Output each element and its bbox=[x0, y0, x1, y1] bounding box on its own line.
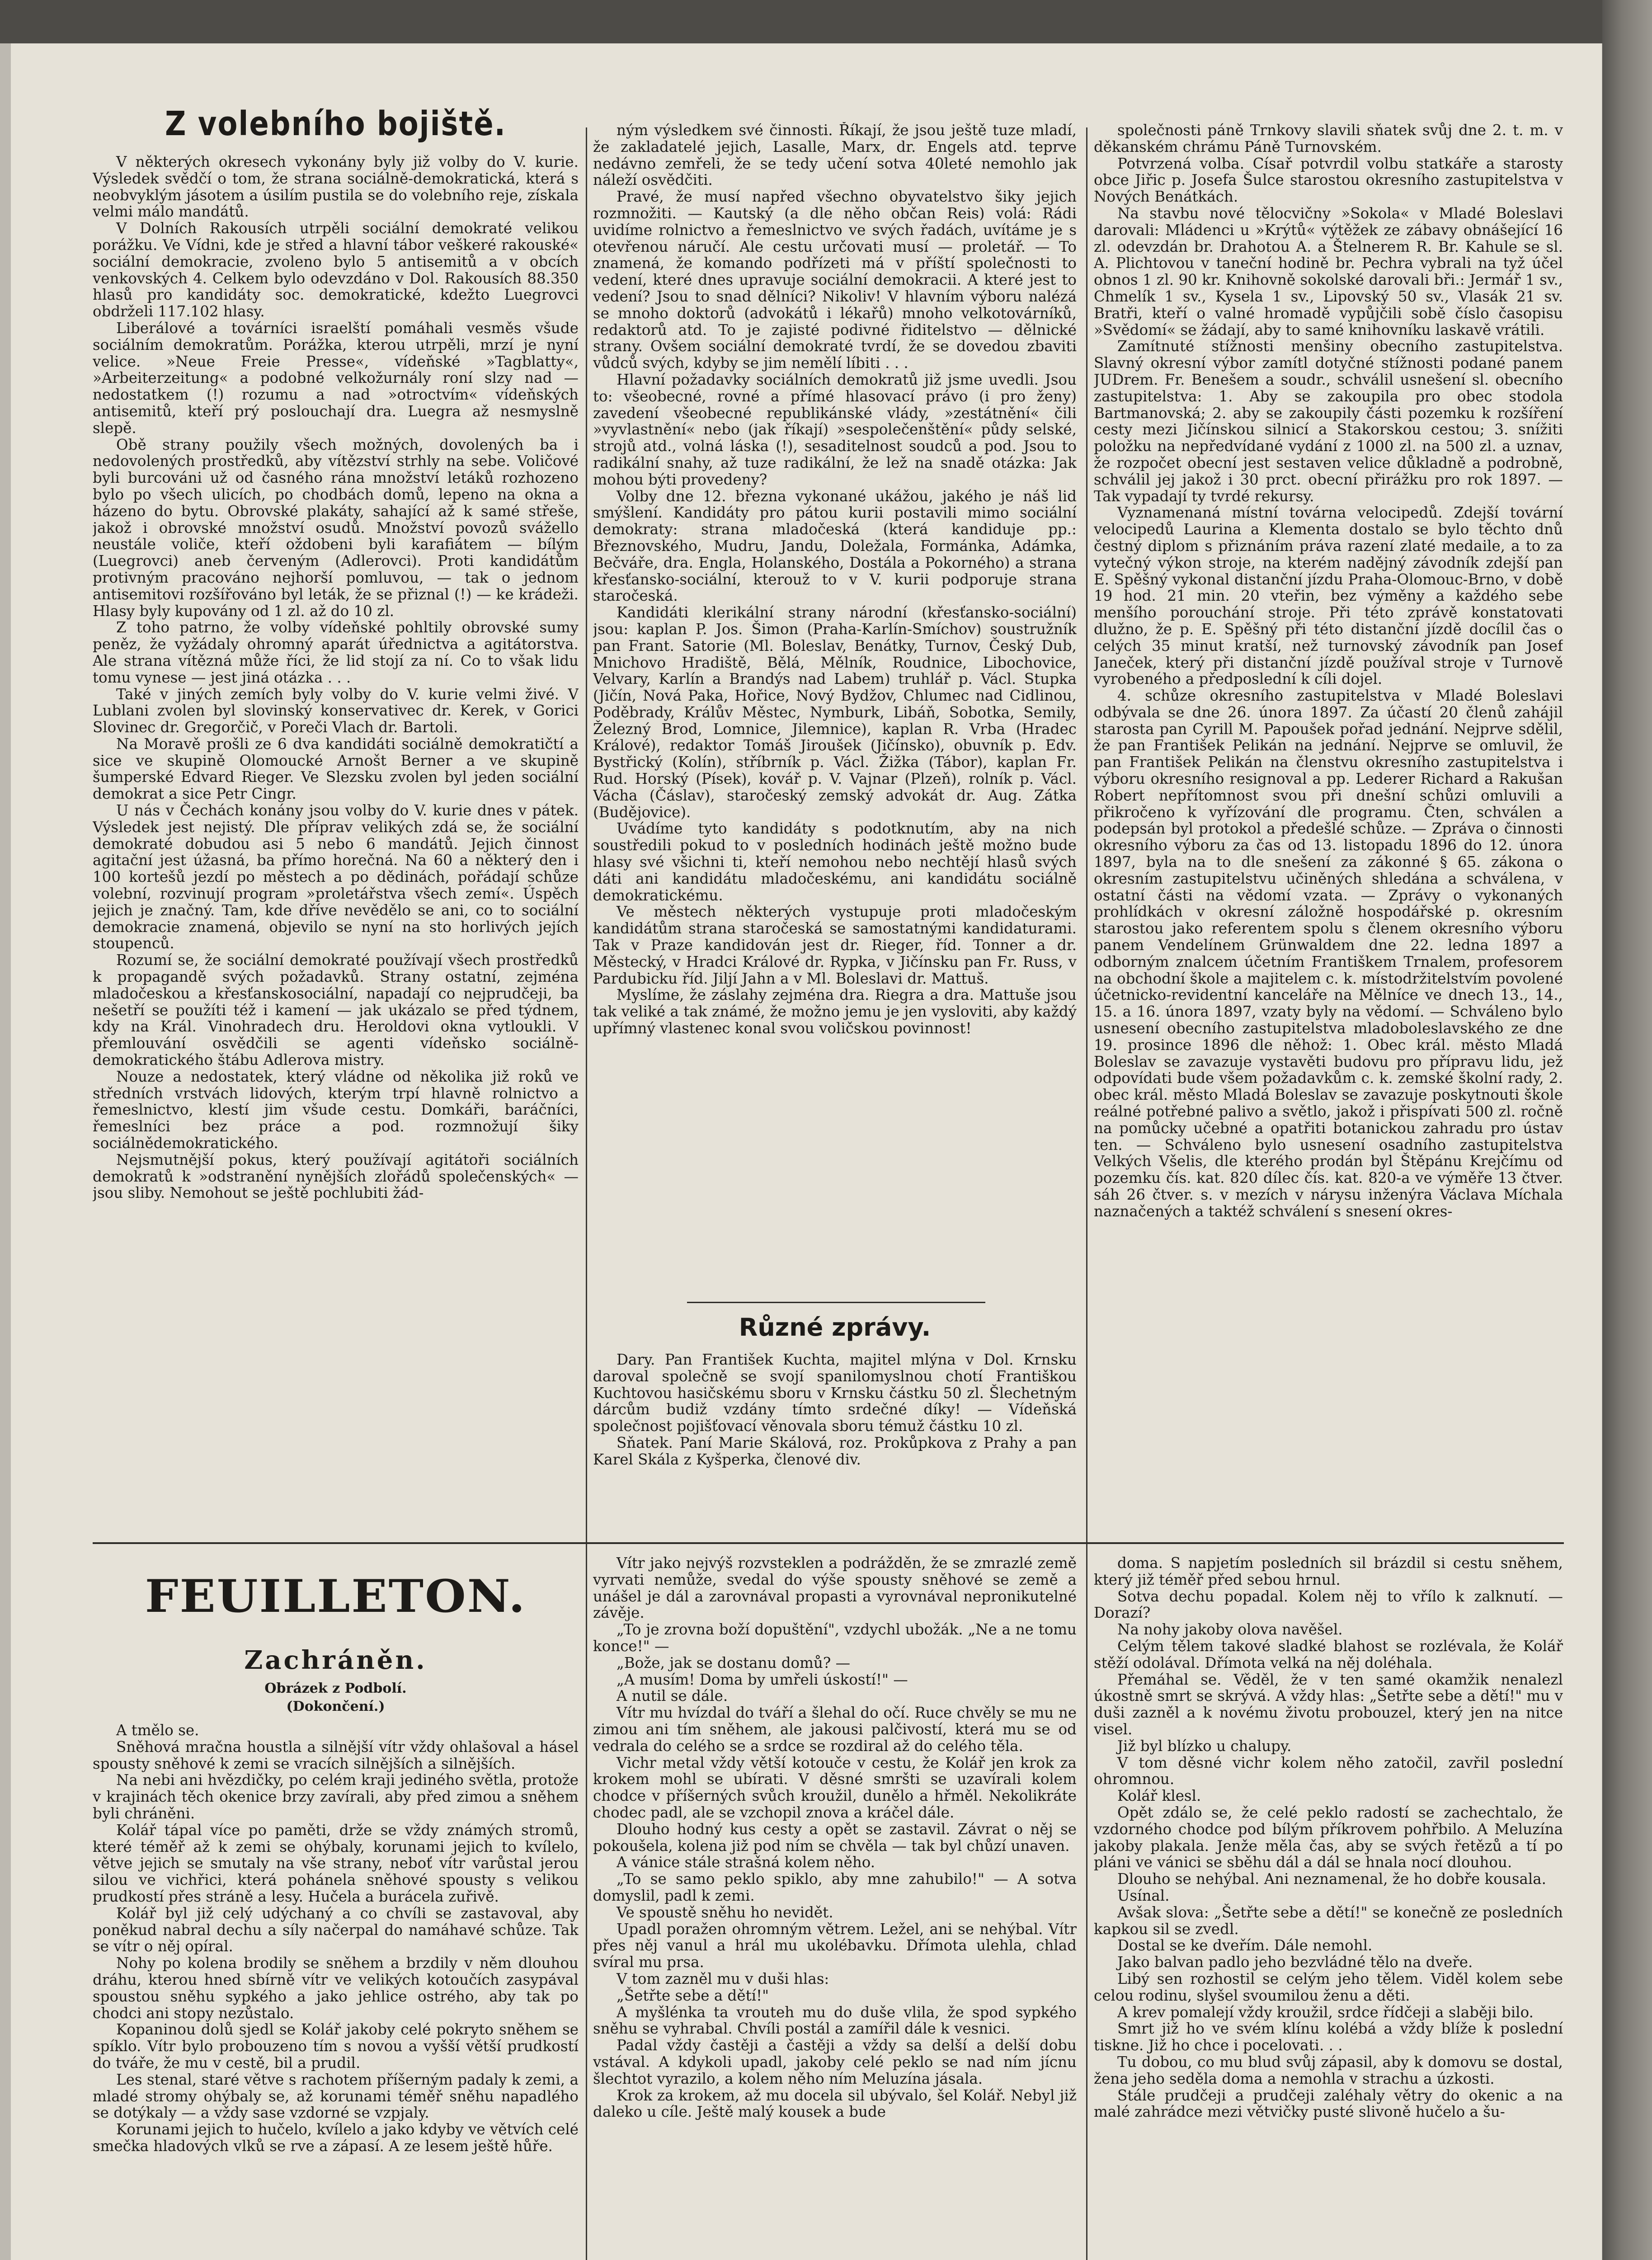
paragraph: Již byl blízko u chalupy. bbox=[1117, 1737, 1292, 1755]
paragraph: Přemáhal se. Věděl, že v ten samé okamžik nenalezl úkostně smrt se skrývá. A vždy hlas: „Šetřte sebe a dětí!" mu v duši zazněl a k novému životu probouzel, který jen na nitce visel. bbox=[1094, 1671, 1563, 1738]
paragraph: ným výsledkem své činnosti. Říkají, že jsou ještě tuze mladí, že zakladatelé jejich, Lasalle, Marx, dr. Engels atd. teprve nedávno zemřeli, že se tedy učení sotva 40leté nemohlo jak náleží osvědčiti. bbox=[593, 122, 1077, 189]
scan-right-edge bbox=[1602, 0, 1652, 2260]
paragraph: Kopaninou dolů sjedl se Kolář jakoby celé pokryto sněhem se spíklo. Vítr bylo probouzeno tím s novou a vyšší větší prudkostí do tváře, že mu v cestě, bil a prudil. bbox=[93, 2021, 579, 2072]
paragraph: Pravé, že musí napřed všechno obyvatelstvo šiky jejich rozmnožiti. — Kautský (a dle něho občan Reis) volá: Rádi uvidíme rolnictvo a řemeslnictvo ve svých řadách, uvítáme je s otevřenou náručí. Ale cestu určovati musí — proletář. — To znamená, že komando podřízeti má v příští společnosti to vedení, které dnes upravuje sociální demokracii. A které jest to vedení? Jsou to snad dělníci? Nikoliv! V hlavním výboru nalézá se mnoho doktorů (advokátů i lékařů) mnoho velkotovárníků, redaktorů atd. To je zajisté podivné řiditelstvo — dělnické strany. Ovšem sociální demokraté tvrdí, že se dovedou zbaviti vůdců svých, kdyby se jim nemělí líbiti . . . bbox=[593, 188, 1077, 372]
paragraph: Dostal se ke dveřím. Dále nemohl. bbox=[1117, 1937, 1373, 1954]
paragraph: Korunami jejich to hučelo, kvílelo a jako kdyby ve větvích celé smečka hladových vlků se rve a zápasí. A ze lesem ještě hůře. bbox=[93, 2121, 579, 2155]
paragraph: Dary. Pan František Kuchta, majitel mlýna v Dol. Krnsku daroval společně se svojí spanilomyslnou chotí Františkou Kuchtovou hasičskému sboru v Krnsku částku 50 zl. Šlechetným dárcům budiž vzdány tímto srdečné díky! — Vídeňská společnost pojišťovací věnovala sboru témuž částku 10 zl. bbox=[593, 1351, 1077, 1435]
paragraph: V tom děsné vichr kolem něho zatočil, zavřil poslední ohromnou. bbox=[1094, 1754, 1563, 1788]
feuilleton-divider bbox=[93, 1542, 1564, 1544]
paragraph: Liberálové a továrníci israelští pomáhali vesměs všude sociálním demokratům. Porážka, kterou utrpěli, mrzí je nyní velice. »Neue Freie Presse«, vídeňské »Tagblatty«, »Arbeiterzeitung« a podobné velkožurnály roní slzy nad — nedostatkem (!) rozumu a nad »otroctvím« vídeňských antisemitů, kteří prý poslouchají dra. Luegra až nesmyslně slepě. bbox=[93, 319, 579, 437]
paragraph: Vyznamenaná místní továrna velocipedů. Zdejší tovární velocipedů Laurina a Klementa dostalo se bylo těchto dnů čestný diplom s přiznáním práva razení zlaté medaile, a to za vytečný výkon stroje, na kterém nadějný závodník zdejší pan E. Spěšný vykonal distanční jízdu Praha-Olomouc-Brno, v době 19 hod. 21 min. 20 vteřin, bez výměny a každého sebe menšího porouchání stroje. Při této zprávě konstatovati dlužno, že p. E. Spěšný při této distanční jízdě docílil čas o celých 35 minut kratší, než turnovský závodník pan Josef Janeček, který při distanční jízdě používal stroje v Turnově vyrobeného a předposlední k cíli dojel. bbox=[1094, 504, 1563, 688]
paragraph: Sněhová mračna houstla a silnější vítr vždy ohlašoval a hásel spousty sněhové k zemi se vracích silnějších a silnějších. bbox=[93, 1738, 579, 1772]
paragraph: Kolář tápal více po paměti, drže se vždy známých stromů, které téměř až k zemi se ohýbaly, korunami jejich to kvílelo, větve jejich se smutaly na vše strany, neboť vítr varůstal jerou silou ve vichřici, která pohánela sněhové spousty s velikou prudkostí přes stráně a lesy. Hučela a burácela zuřivě. bbox=[93, 1821, 579, 1905]
paragraph: Vichr metal vždy větší kotouče v cestu, že Kolář jen krok za krokem mohl se ubírati. V děsné smršti se uzavírali kolem chodce v příšerných svůch kroužil, dunělo a hřměl. Nekolikráte chodec padl, ale se vzchopil znova a kráčel dále. bbox=[593, 1754, 1077, 1821]
paragraph: Rozumí se, že sociální demokraté používají všech prostředků k propagandě svých požadavků. Strany ostatní, zejména mladočeskou a křesťanskosociální, napadají co nejprudčeji, ba nešetří se použíti též i kamení — jak ukázalo se před týdnem, kdy na Král. Vinohradech dru. Heroldovi okna vytloukli. V přemlouvání osvědčili se agenti vídeňsko sociálně-demokratického štábu Adlerova mistry. bbox=[93, 951, 579, 1069]
paragraph: Usínal. bbox=[1117, 1887, 1170, 1904]
column-1-news bbox=[93, 154, 579, 1537]
paragraph: „A musím! Doma by umřeli úskostí!" — bbox=[617, 1671, 908, 1688]
column-2-news bbox=[593, 122, 1077, 1297]
paragraph: Na nebi ani hvězdičky, po celém kraji jediného světla, protože v krajinách těch okenice brzy zavírali, aby před zimou a sněhem byli chráněni. bbox=[93, 1771, 579, 1822]
paragraph: „Bože, jak se dostanu domů? — bbox=[617, 1654, 851, 1671]
paragraph: Nejsmutnější pokus, který používají agitátoři sociálních demokratů k »odstranění nynějších zlořádů společenských« — jsou sliby. Nemohout se ještě pochlubiti žád- bbox=[93, 1151, 579, 1202]
feuilleton-heading: FEUILLETON. bbox=[145, 1570, 527, 1623]
paragraph: Na stavbu nové tělocvičny »Sokola« v Mladé Boleslavi darovali: Mládenci u »Krýtů« výtěžek ze zábavy obnášející 16 zl. odevzdán br. Drahotou A. a Štelnerem R. Br. Kahule se sl. A. Plichtovou v taneční hodině br. Pechra vybrali na tyž účel obnos 1 zl. 90 kr. Knihovně sokolské darovali bři.: Jermář 1 sv., Chmelík 1 sv., Kysela 1 sv., Lipovský 50 sv., Vlasák 21 sv. Bratři, kteří o valné hromadě vypůjčili sobě číslo časopisu »Svědomí« se žádají, aby to samé knihovníku laskavě vrátili. bbox=[1094, 204, 1563, 339]
paragraph: A krev pomalejí vždy kroužil, srdce řídčeji a slaběji bilo. bbox=[1117, 2003, 1534, 2021]
paragraph: U nás v Čechách konány jsou volby do V. kurie dnes v pátek. Výsledek jest nejistý. Dle příprav velikých zdá se, že sociální demokraté dobudou asi 5 nebo 6 mandátů. Jejich činnost agitační jest úžasná, ba přímo horečná. Na 60 a některý den i 100 kortešů jezdí po městech a po dědinách, pořádají schůze volební, rozvinují program »proletářstva všech zemí«. Úspěch jejich je značný. Tam, kde dříve nevědělo se ani, co to sociální demokracie znamená, objevilo se nyní na sto horlivých jejích stoupenců. bbox=[93, 802, 579, 952]
paragraph: Ve městech některých vystupuje proti mladočeským kandidátům strana staročeská se samostatnými kandidaturami. Tak v Praze kandidován jest dr. Rieger, říd. Tonner a dr. Městecký, v Hradci Králové dr. Rypka, v Jičínsku pan Fr. Russ, v Pardubicku říd. Jiljí Jahn a v Ml. Boleslavi dr. Mattuš. bbox=[593, 903, 1077, 987]
paragraph: Jako balvan padlo jeho bezvládné tělo na dveře. bbox=[1117, 1954, 1473, 1971]
section-heading-news: Různé zprávy. bbox=[739, 1313, 931, 1342]
paragraph: Krok za krokem, až mu docela sil ubývalo, šel Kolář. Nebyl již daleko u cíle. Ještě malý kousek a bude bbox=[593, 2086, 1077, 2121]
column-rule-1 bbox=[586, 127, 587, 2260]
story-continuation-note: (Dokončení.) bbox=[286, 1699, 385, 1714]
column-3-news bbox=[1094, 122, 1563, 1537]
paragraph: V některých okresech vykonány byly již volby do V. kurie. Výsledek svědčí o tom, že strana sociálně-demokratická, která s neobvyklým jásotem a úsilím pustila se do volebního reje, získala velmi málo mandátů. bbox=[93, 154, 579, 221]
paragraph: Stále prudčeji a prudčeji zaléhaly větry do okenic a na malé zahrádce mezi větvičky pusté slivoně hučelo a šu- bbox=[1094, 2086, 1563, 2121]
paragraph: Vítr jako nejvýš rozvsteklen a podrážděn, že se zmrazlé země vyrvati nemůže, svedal do výše spousty sněhové se země a unášel je dál a zarovnával propasti a vyrovnával nepronikutelné závěje. bbox=[593, 1555, 1077, 1622]
paragraph: Dlouho se nehýbal. Ani neznamenal, že ho dobře kousala. bbox=[1117, 1870, 1546, 1888]
story-column-3 bbox=[1094, 1555, 1563, 2260]
paragraph: Kolář byl již celý udýchaný a co chvíli se zastavoval, aby poněkud nabral dechu a síly načerpal do namáhavé schůze. Tak se vítr o něj opíral. bbox=[93, 1904, 579, 1955]
paragraph: Volby dne 12. března vykonané ukážou, jakého je náš lid smýšlení. Kandidáty pro pátou kurii postavili mimo sociální demokraty: strana mladočeská (která kandiduje pp.: Březnovského, Mudru, Jandu, Doležala, Formánka, Adámka, Bečváře, dra. Engla, Holanského, Dostála a Pokorného) a strana křesťansko-sociální, kterouž to v V. kurii podporuje strana staročeská. bbox=[593, 487, 1077, 605]
paragraph: společnosti páně Trnkovy slavili sňatek svůj dne 2. t. m. v děkanském chrámu Páně Turnovském. bbox=[1094, 122, 1563, 155]
story-column-1 bbox=[93, 1722, 579, 2260]
paragraph: Nouze a nedostatek, který vládne od několika již roků ve středních vrstvách lidových, kterým trpí hlavně rolnictvo a řemeslnictvo, klestí jim všude cestu. Domkáři, baráčníci, řemeslníci bez práce a pod. rozmnožují šiky sociálnědemokratického. bbox=[93, 1068, 579, 1152]
paragraph: Vítr mu hvízdal do tváří a šlehal do očí. Ruce chvěly se mu ne zimou ani tím sněhem, ale jakousi palčivostí, která mu se od vedrala do celého se a srdce se rozdiral až do celého těla. bbox=[593, 1704, 1077, 1755]
paragraph: Na nohy jakoby olova navěšel. bbox=[1117, 1621, 1343, 1638]
paragraph: 4. schůze okresního zastupitelstva v Mladé Boleslavi odbývala se dne 26. února 1897. Za účastí 20 členů zahájil starosta pan Cyrill M. Papoušek pořad jednání. Nejprve sdělil, že pan František Pelikán na jednání. Nejprve se omluvil, že pan František Pelikán na členstvu okresního zastupitelstva i výboru okresního resignoval a pp. Lederer Richard a Rakušan Robert nepřítomnost svou při dnešní schůzi omluvili a přikročeno k vyřízování dle programu. Čten, schválen a podepsán byl protokol a předešlé schůze. — Zpráva o činnosti okresního výboru za čas od 13. listopadu 1896 do 12. února 1897, byla na to dle snešení za zákonné § 65. zákona o okresním zastupitelstvu učiněných shledána a schválena, v ostatní části na vědomí vzata. — Zprávy o vykonaných prohlídkách v okresní záložně hospodářské p. okresním starostou jako referentem spolu s členem okresního výboru panem Vendelínem Grünwaldem dne 22. ledna 1897 a odborným znalcem účetním Františkem Trnalem, profesorem na obchodní škole a majitelem c. k. místodržitelstvím povolené účetnicko-revidentní kanceláře na Mělníce ve dnech 13., 14., 15. a 16. února 1897, vzaty byly na vědomí. — Schváleno bylo usnesení obecního zastupitelstva mladoboleslavského ze dne 19. prosince 1896 dle něhož: 1. Obec král. město Mladá Boleslav se zavazuje vystavěti budovu pro přípravu lidu, jež odpovídati bude všem požadavkům c. k. zemské školní rady, 2. obec král. město Mladá Boleslav se zavazuje poskytnouti škole reálné potřebné palivo a světlo, jakož i přispívati 500 zl. ročně na pomůcky učebné a opatřiti botanickou zahradu pro ústav ten. — Schváleno bylo usnesení osadního zastupitelstva Velkých Všelis, dle kterého prodán byl Štěpánu Krejčímu od pozemku čís. kat. 820 dílec čís. kat. 820-a ve výměře 13 čtver. sáh 26 čtver. s. v mezích v nárysu inženýra Václava Míchala naznačených a taktéž schválení s snesení okres- bbox=[1094, 687, 1563, 1220]
paragraph: doma. S napjetím posledních sil brázdil si cestu sněhem, který již téměř před sebou hrnul. bbox=[1094, 1555, 1563, 1588]
column-2-briefs bbox=[593, 1351, 1077, 1537]
paragraph: Dlouho hodný kus cesty a opět se zastavil. Závrat o něj se pokoušela, kolena již pod ním se chvěla — tak byl chůzí unaven. bbox=[593, 1820, 1077, 1855]
paragraph: Sňatek. Paní Marie Skálová, roz. Prokůpkova z Prahy a pan Karel Skála z Kyšperka, členové div. bbox=[593, 1434, 1077, 1468]
paragraph: Smrt již ho ve svém klínu kolébá a vždy blíže k poslední tiskne. Již ho chce i pocelovati. . . bbox=[1094, 2020, 1563, 2054]
paragraph: Uvádíme tyto kandidáty s podotknutím, aby na nich soustředili pokud to v posledních hodinách ještě možno bude hlasy své všichni ti, kteří nemohou nebo nechtějí hlasů svých dáti ani kandidátu mladočeskému, ani kandidátu sociálně demokratickému. bbox=[593, 820, 1077, 904]
paragraph: A nutil se dále. bbox=[617, 1687, 728, 1705]
paragraph: Hlavní požadavky sociálních demokratů již jsme uvedli. Jsou to: všeobecné, rovné a přímé hlasovací právo (i pro ženy) zavedení všeobecné republikánské vlády, »zestátnění« čili »vyvlastnění« nebo (jak říkají) »sespolečenštění« půdy selské, strojů atd., volná láska (!), sesaditelnost soudců a pod. Jsou to radikální snahy, až tuze radikální, že lež na snadě otázka: Jak mohou býti provedeny? bbox=[593, 371, 1077, 488]
paragraph: Také v jiných zemích byly volby do V. kurie velmi živé. V Lublani zvolen byl slovinský konservativec dr. Kerek, v Gorici Slovinec dr. Gregorčič, v Poreči Vlach dr. Bartoli. bbox=[93, 685, 579, 736]
paragraph: „Šetřte sebe a dětí!" bbox=[617, 1987, 769, 2004]
paragraph: A myšlénka ta vrouteh mu do duše vlila, že spod sypkého sněhu se vyhrabal. Chvíli postál a zamířil dále k vesnici. bbox=[593, 2003, 1077, 2038]
paragraph: Padal vždy častěji a častěji a vždy sa delší a delší dobu vstával. A kdykoli upadl, jakoby celé peklo se nad ním jícnu šlechtot vyrazilo, a kolem něho ním Meluzína jásala. bbox=[593, 2037, 1077, 2087]
paragraph: Celým tělem takové sladké blahost se rozlévala, že Kolář stěží odolával. Dřímota velká na něj doléhala. bbox=[1094, 1637, 1563, 1671]
paragraph: Sotva dechu popadal. Kolem něj to vřílo k zalknutí. — Dorazí? bbox=[1094, 1587, 1563, 1622]
column-rule-2 bbox=[1086, 127, 1087, 2260]
paragraph: Z toho patrno, že volby vídeňské pohltily obrovské sumy peněz, že vyžádaly ohromný aparát úřednictva a agitátorstva. Ale strana vítězná může říci, že lid stojí za ní. Co to však lidu tomu vynese — jest jiná otázka . . . bbox=[93, 619, 579, 686]
paragraph: Zamítnuté stížnosti menšiny obecního zastupitelstva. Slavný okresní výbor zamítl dotyčné stížnosti podané panem JUDrem. Fr. Benešem a soudr., schválil usnešení sl. obecního zastupitelstva: 1. Aby se zakoupila pro obec stodola Bartmanovská; 2. aby se zakoupily části pozemku k rozšíření cesty mezi Jičínskou silnicí a Stakorskou cestou; 3. snížiti položku na nepředvídané vydání z 1000 zl. na 500 zl. a uznav, že rozpočet obecní jest sestaven velice důkladně a podrobně, schválil jej jakož i 30 prct. obecní přirážku pro rok 1897. — Tak vypadají ty tvrdé rekursy. bbox=[1094, 338, 1563, 505]
story-title: Zachráněn. bbox=[244, 1645, 427, 1675]
paragraph: A vánice stále strašná kolem něho. bbox=[617, 1854, 875, 1871]
paragraph: „To se samo peklo spiklo, aby mne zahubilo!" — A sotva domyslil, padl k zemi. bbox=[593, 1870, 1077, 1904]
paragraph: Upadl poražen ohromným větrem. Ležel, ani se nehýbal. Vítr přes něj vanul a hrál mu ukolébavku. Dřímota ulehla, chlad svíral mu prsa. bbox=[593, 1920, 1077, 1971]
paragraph: V tom zazněl mu v duši hlas: bbox=[617, 1970, 829, 1987]
paragraph: Potvrzená volba. Císař potvrdil volbu statkáře a starosty obce Jiřic p. Josefa Šulce starostou okresního zastupitelstva v Nových Benátkách. bbox=[1094, 155, 1563, 206]
story-column-2 bbox=[593, 1555, 1077, 2260]
section-heading-election: Z volebního bojiště. bbox=[165, 105, 506, 144]
paragraph: Tu dobou, co mu blud svůj zápasil, aby k domovu se dostal, žena jeho seděla doma a nemohla v strachu a úzkosti. bbox=[1094, 2053, 1563, 2087]
paragraph: Ve spoustě sněhu ho nevidět. bbox=[617, 1903, 833, 1921]
paragraph: „To je zrovna boží dopuštění", vzdychl ubožák. „Ne a ne tomu konce!" — bbox=[593, 1621, 1077, 1655]
paragraph: Myslíme, že záslahy zejména dra. Riegra a dra. Mattuše jsou tak veliké a tak známé, že možno jemu je jen vysloviti, aby každý upřímný vlastenec konal svou voličskou povinnost! bbox=[593, 986, 1077, 1037]
paragraph: Na Moravě prošli ze 6 dva kandidáti sociálně demokratičtí a sice ve skupině Olomoucké Arnošt Berner a ve skupině šumperské Edvard Rieger. Ve Slezsku zvolen byl jeden sociální demokrat a sice Petr Cingr. bbox=[93, 735, 579, 803]
paragraph: Les stenal, staré větve s rachotem příšerným padaly k zemi, a mladé stromy ohýbaly se, až korunami téměř sněhu napadlého se dotýkaly — a vždy sase vzdorné se vzpjaly. bbox=[93, 2071, 579, 2122]
scan-top-border bbox=[0, 0, 1602, 43]
paragraph: V Dolních Rakousích utrpěli sociální demokraté velikou porážku. Ve Vídni, kde je střed a hlavní tábor veškeré rakouské« sociální demokracie, zvoleno bylo 5 antisemitů a v obcích venkovských 4. Celkem bylo odevzdáno v Dol. Rakousích 88.350 hlasů pro kandidáty soc. demokratické, kdežto Luegrovci obdrželi 117.102 hlasy. bbox=[93, 220, 579, 320]
paragraph: Kandidáti klerikální strany národní (křesťansko-sociální) jsou: kaplan P. Jos. Šimon (Praha-Karlín-Smíchov) soustružník pan Frant. Satorie (Ml. Boleslav, Benátky, Turnov, Český Dub, Mnichovo Hradiště, Bělá, Mělník, Roudnice, Libochovice, Velvary, Karlín a Brandýs nad Labem) truhlář p. Václ. Stupka (Jičín, Nová Paka, Hořice, Nový Bydžov, Chlumec nad Cidlinou, Poděbrady, Králův Městec, Nymburk, Libáň, Sobotka, Semily, Železný Brod, Lomnice, Jilemnice), kaplan R. Vrba (Hradec Králové), redaktor Tomáš Jiroušek (Jičínsko), obuvník p. Edv. Bystřický (Kolín), stříbrník p. Václ. Žižka (Tábor), kaplan Fr. Rud. Horský (Písek), kovář p. V. Vajnar (Plzeň), rolník p. Václ. Vácha (Čáslav), staročeský zemský advokát dr. Aug. Zátka (Budějovice). bbox=[593, 604, 1077, 821]
paragraph: Opět zdálo se, že celé peklo radostí se zachechtalo, že vzdorného chodce pod bílým příkrovem pohřbilo. A Meluzína jakoby plakala. Jenže měla čas, aby se svých řetězů a tí po pláni ve vánici se sběhu dál a dál se hnala nocí dlouhou. bbox=[1094, 1803, 1563, 1871]
paragraph: Obě strany použily všech možných, dovolených ba i nedovolených prostředků, aby vítězství strhly na sebe. Voličové byli burcováni už od časného rána množství letáků rozhozeno bylo po všech ulicích, po chodbách domů, lepeno na okna a házeno do bytu. Obrovské plakáty, sahající až k samé střeše, jakož i obrovské množství osudů. Množství povozů svážello neustále voliče, kteří oždobeni byli karafiátem — bílým (Luegrovci) aneb červeným (Adlerovci). Proti kandidátům protivným pracováno nejhorší pomluvou, — tak o jednom antisemitovi rozšířováno byl leták, že se přiznal (!) — ke krádeži. Hlasy byly kupovány od 1 zl. až do 10 zl. bbox=[93, 436, 579, 620]
paragraph: Nohy po kolena brodily se sněhem a brzdily v něm dlouhou dráhu, kterou hned sbírně vítr ve velikých kotoučích zasypával spoustou sněhu sypkého a jako jehlice ostrého, aby tak po chodci ani stopy nezůstalo. bbox=[93, 1954, 579, 2022]
paragraph: A tmělo se. bbox=[116, 1722, 199, 1739]
story-subtitle: Obrázek z Podbolí. bbox=[264, 1681, 407, 1696]
zpravy-divider bbox=[687, 1302, 985, 1303]
paragraph: Libý sen rozhostil se celým jeho tělem. Viděl kolem sebe celou rodinu, slyšel svoumilou ženu a děti. bbox=[1094, 1970, 1563, 2004]
paragraph: Avšak slova: „Šetřte sebe a dětí!" se konečně ze posledních kapkou sil se zvedl. bbox=[1094, 1903, 1563, 1938]
paragraph: Kolář klesl. bbox=[1117, 1787, 1201, 1805]
